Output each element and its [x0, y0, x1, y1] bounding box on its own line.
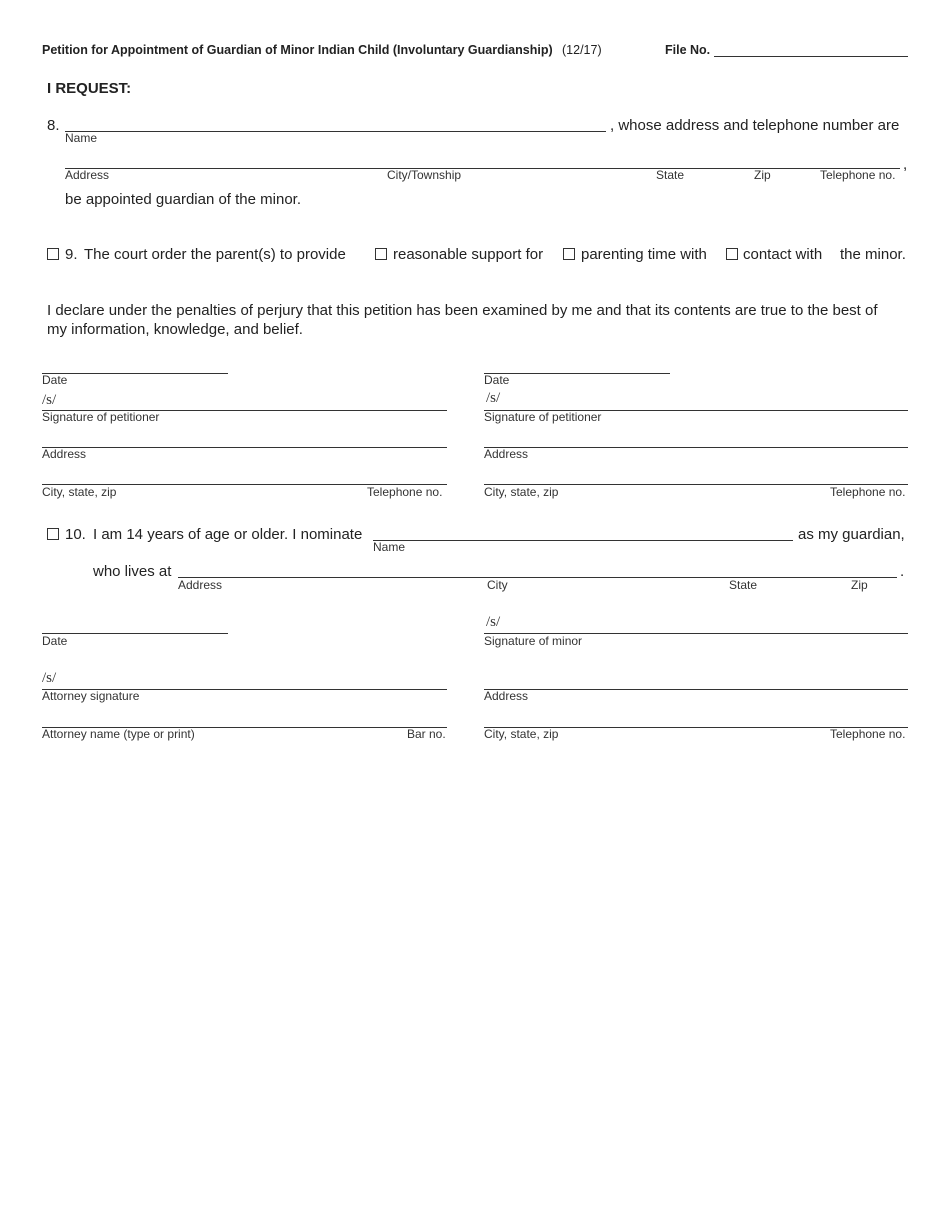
item10-address-field[interactable] — [178, 577, 897, 578]
support-checkbox[interactable] — [375, 248, 387, 260]
parenting-time-label: parenting time with — [581, 246, 707, 263]
item8-name-label: Name — [65, 131, 98, 145]
item8-number: 8. — [47, 117, 60, 134]
item9-checkbox[interactable] — [47, 248, 59, 260]
support-label: reasonable support for — [393, 246, 544, 263]
petitioner1-sig-mark: /s/ — [42, 392, 57, 408]
petitioner2-date-label: Date — [484, 373, 510, 387]
item8-address-field[interactable] — [65, 168, 900, 169]
item10-name-label: Name — [373, 540, 406, 554]
attorney-address-label: Address — [484, 689, 529, 703]
form-code: (12/17) — [562, 43, 602, 57]
item8-city-label: City/Township — [387, 168, 462, 182]
item9-number: 9. — [65, 246, 78, 263]
item10-address-label: Address — [178, 578, 223, 592]
petitioner1-address-label: Address — [42, 447, 87, 461]
item8-name-field[interactable] — [65, 131, 606, 132]
item10-after-name: as my guardian, — [798, 526, 905, 543]
attorney-city-label: City, state, zip — [484, 727, 559, 741]
attorney-sig-mark: /s/ — [42, 670, 57, 686]
declaration-line1: I declare under the penalties of perjury that this petition has been examined by me and that its contents are true to the best of — [47, 302, 878, 319]
item8-zip-label: Zip — [754, 168, 771, 182]
form-title: Petition for Appointment of Guardian of Minor Indian Child (Involuntary Guardianship) — [42, 43, 553, 57]
item9-tail: the minor. — [840, 246, 906, 263]
attorney-bar-label: Bar no. — [407, 727, 446, 741]
item9-text: The court order the parent(s) to provide — [84, 246, 346, 263]
item10-city-label: City — [487, 578, 508, 592]
item8-comma: , — [903, 156, 908, 173]
petitioner2-sig-mark: /s/ — [486, 390, 501, 406]
petitioner2-phone-label: Telephone no. — [830, 485, 906, 499]
petitioner1-phone-label: Telephone no. — [367, 485, 443, 499]
attorney-phone-label: Telephone no. — [830, 727, 906, 741]
item8-phone-label: Telephone no. — [820, 168, 896, 182]
file-no-label: File No. — [665, 43, 711, 57]
item8-state-label: State — [656, 168, 685, 182]
minor-sig-label: Signature of minor — [484, 634, 583, 648]
item8-conclusion: be appointed guardian of the minor. — [65, 191, 302, 208]
minor-date-label: Date — [42, 634, 68, 648]
petitioner1-date-field[interactable] — [42, 373, 228, 374]
item10-lives-at: who lives at — [93, 563, 172, 580]
contact-label: contact with — [743, 246, 823, 263]
item10-text: I am 14 years of age or older. I nominate — [93, 526, 363, 543]
item10-state-label: State — [729, 578, 758, 592]
petitioner2-date-field[interactable] — [484, 373, 670, 374]
item8-address-label: Address — [65, 168, 110, 182]
contact-checkbox[interactable] — [726, 248, 738, 260]
item10-zip-label: Zip — [851, 578, 868, 592]
file-no-field[interactable] — [714, 56, 908, 57]
item8-after-name: , whose address and telephone number are — [610, 117, 900, 134]
item10-period: . — [900, 563, 905, 580]
item10-name-field[interactable] — [373, 540, 793, 541]
attorney-name-label: Attorney name (type or print) — [42, 727, 195, 741]
petitioner2-sig-label: Signature of petitioner — [484, 410, 602, 424]
request-heading: I REQUEST: — [47, 80, 132, 97]
declaration-line2: my information, knowledge, and belief. — [47, 321, 303, 338]
item10-checkbox[interactable] — [47, 528, 59, 540]
petitioner2-city-label: City, state, zip — [484, 485, 559, 499]
item10-number: 10. — [65, 526, 86, 543]
attorney-address-field[interactable] — [484, 689, 908, 690]
minor-sig-mark: /s/ — [486, 614, 501, 630]
petitioner1-sig-label: Signature of petitioner — [42, 410, 160, 424]
petitioner1-address-field[interactable] — [42, 447, 447, 448]
parenting-time-checkbox[interactable] — [563, 248, 575, 260]
petitioner1-city-label: City, state, zip — [42, 485, 117, 499]
petitioner2-address-field[interactable] — [484, 447, 908, 448]
petitioner2-address-label: Address — [484, 447, 529, 461]
minor-date-field[interactable] — [42, 633, 228, 634]
petitioner1-date-label: Date — [42, 373, 68, 387]
attorney-sig-label: Attorney signature — [42, 689, 140, 703]
